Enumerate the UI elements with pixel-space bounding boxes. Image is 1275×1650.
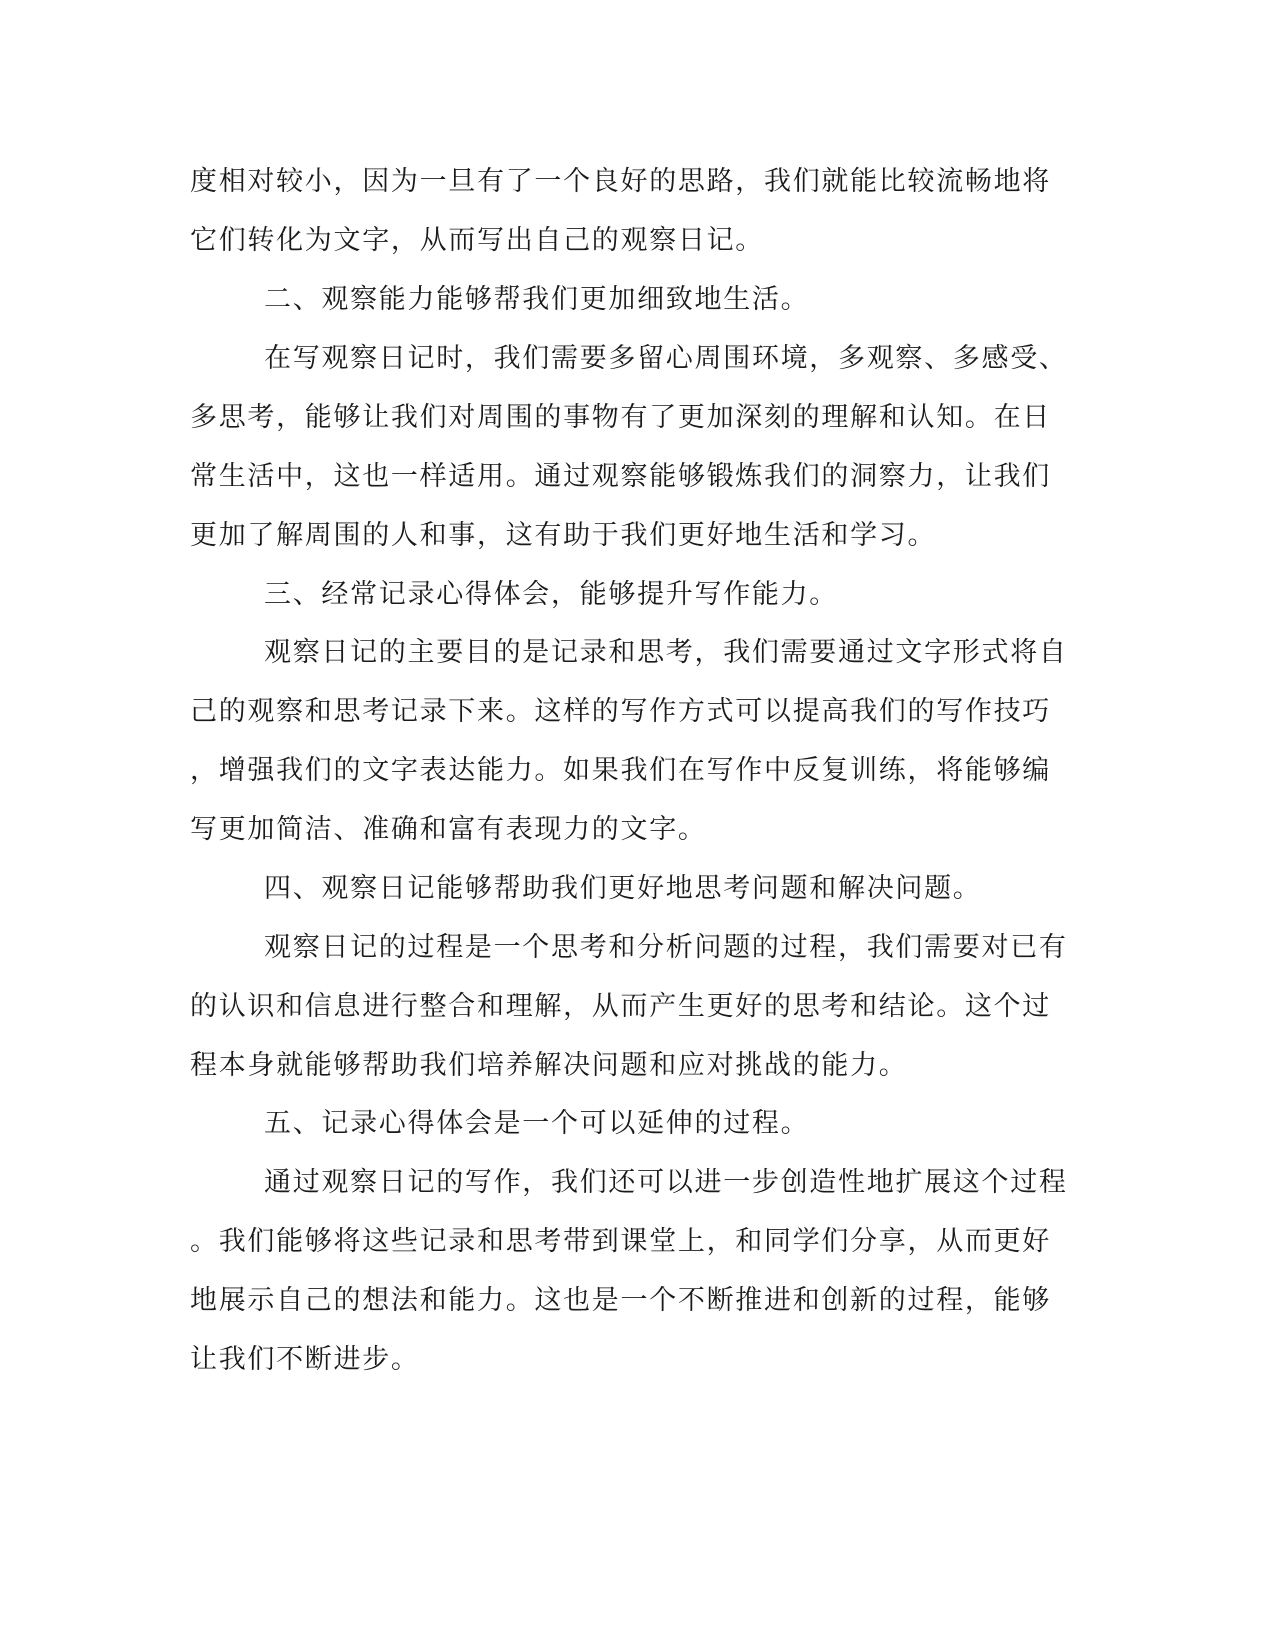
text-line: 通过观察日记的写作，我们还可以进一步创造性地扩展这个过程 [264,1167,1068,1198]
text-line: ，增强我们的文字表达能力。如果我们在写作中反复训练，将能够编 [190,755,1051,786]
text-line: 的认识和信息进行整合和理解，从而产生更好的思考和结论。这个过 [190,991,1051,1022]
text-line: 己的观察和思考记录下来。这样的写作方式可以提高我们的写作技巧 [190,696,1051,727]
text-line: 让我们不断进步。 [190,1344,420,1375]
text-line: 在写观察日记时，我们需要多留心周围环境，多观察、多感受、 [264,343,1068,374]
text-line: 观察日记的过程是一个思考和分析问题的过程，我们需要对已有 [264,932,1068,963]
section-heading: 二、观察能力能够帮我们更加细致地生活。 [264,284,810,315]
text-line: 程本身就能够帮助我们培养解决问题和应对挑战的能力。 [190,1050,908,1081]
text-line: 写更加简洁、准确和富有表现力的文字。 [190,814,707,845]
text-line: 更加了解周围的人和事，这有助于我们更好地生活和学习。 [190,520,937,551]
text-line: 多思考，能够让我们对周围的事物有了更加深刻的理解和认知。在日 [190,402,1051,433]
section-heading: 五、记录心得体会是一个可以延伸的过程。 [264,1108,810,1139]
text-line: 它们转化为文字，从而写出自己的观察日记。 [190,225,764,256]
section-heading: 四、观察日记能够帮助我们更好地思考问题和解决问题。 [264,873,982,904]
section-heading: 三、经常记录心得体会，能够提升写作能力。 [264,579,838,610]
text-line: 。我们能够将这些记录和思考带到课堂上，和同学们分享，从而更好 [190,1226,1051,1257]
text-line: 观察日记的主要目的是记录和思考，我们需要通过文字形式将自 [264,637,1068,668]
text-line: 度相对较小，因为一旦有了一个良好的思路，我们就能比较流畅地将 [190,166,1051,197]
text-line: 地展示自己的想法和能力。这也是一个不断推进和创新的过程，能够 [190,1285,1051,1316]
text-line: 常生活中，这也一样适用。通过观察能够锻炼我们的洞察力，让我们 [190,461,1051,492]
